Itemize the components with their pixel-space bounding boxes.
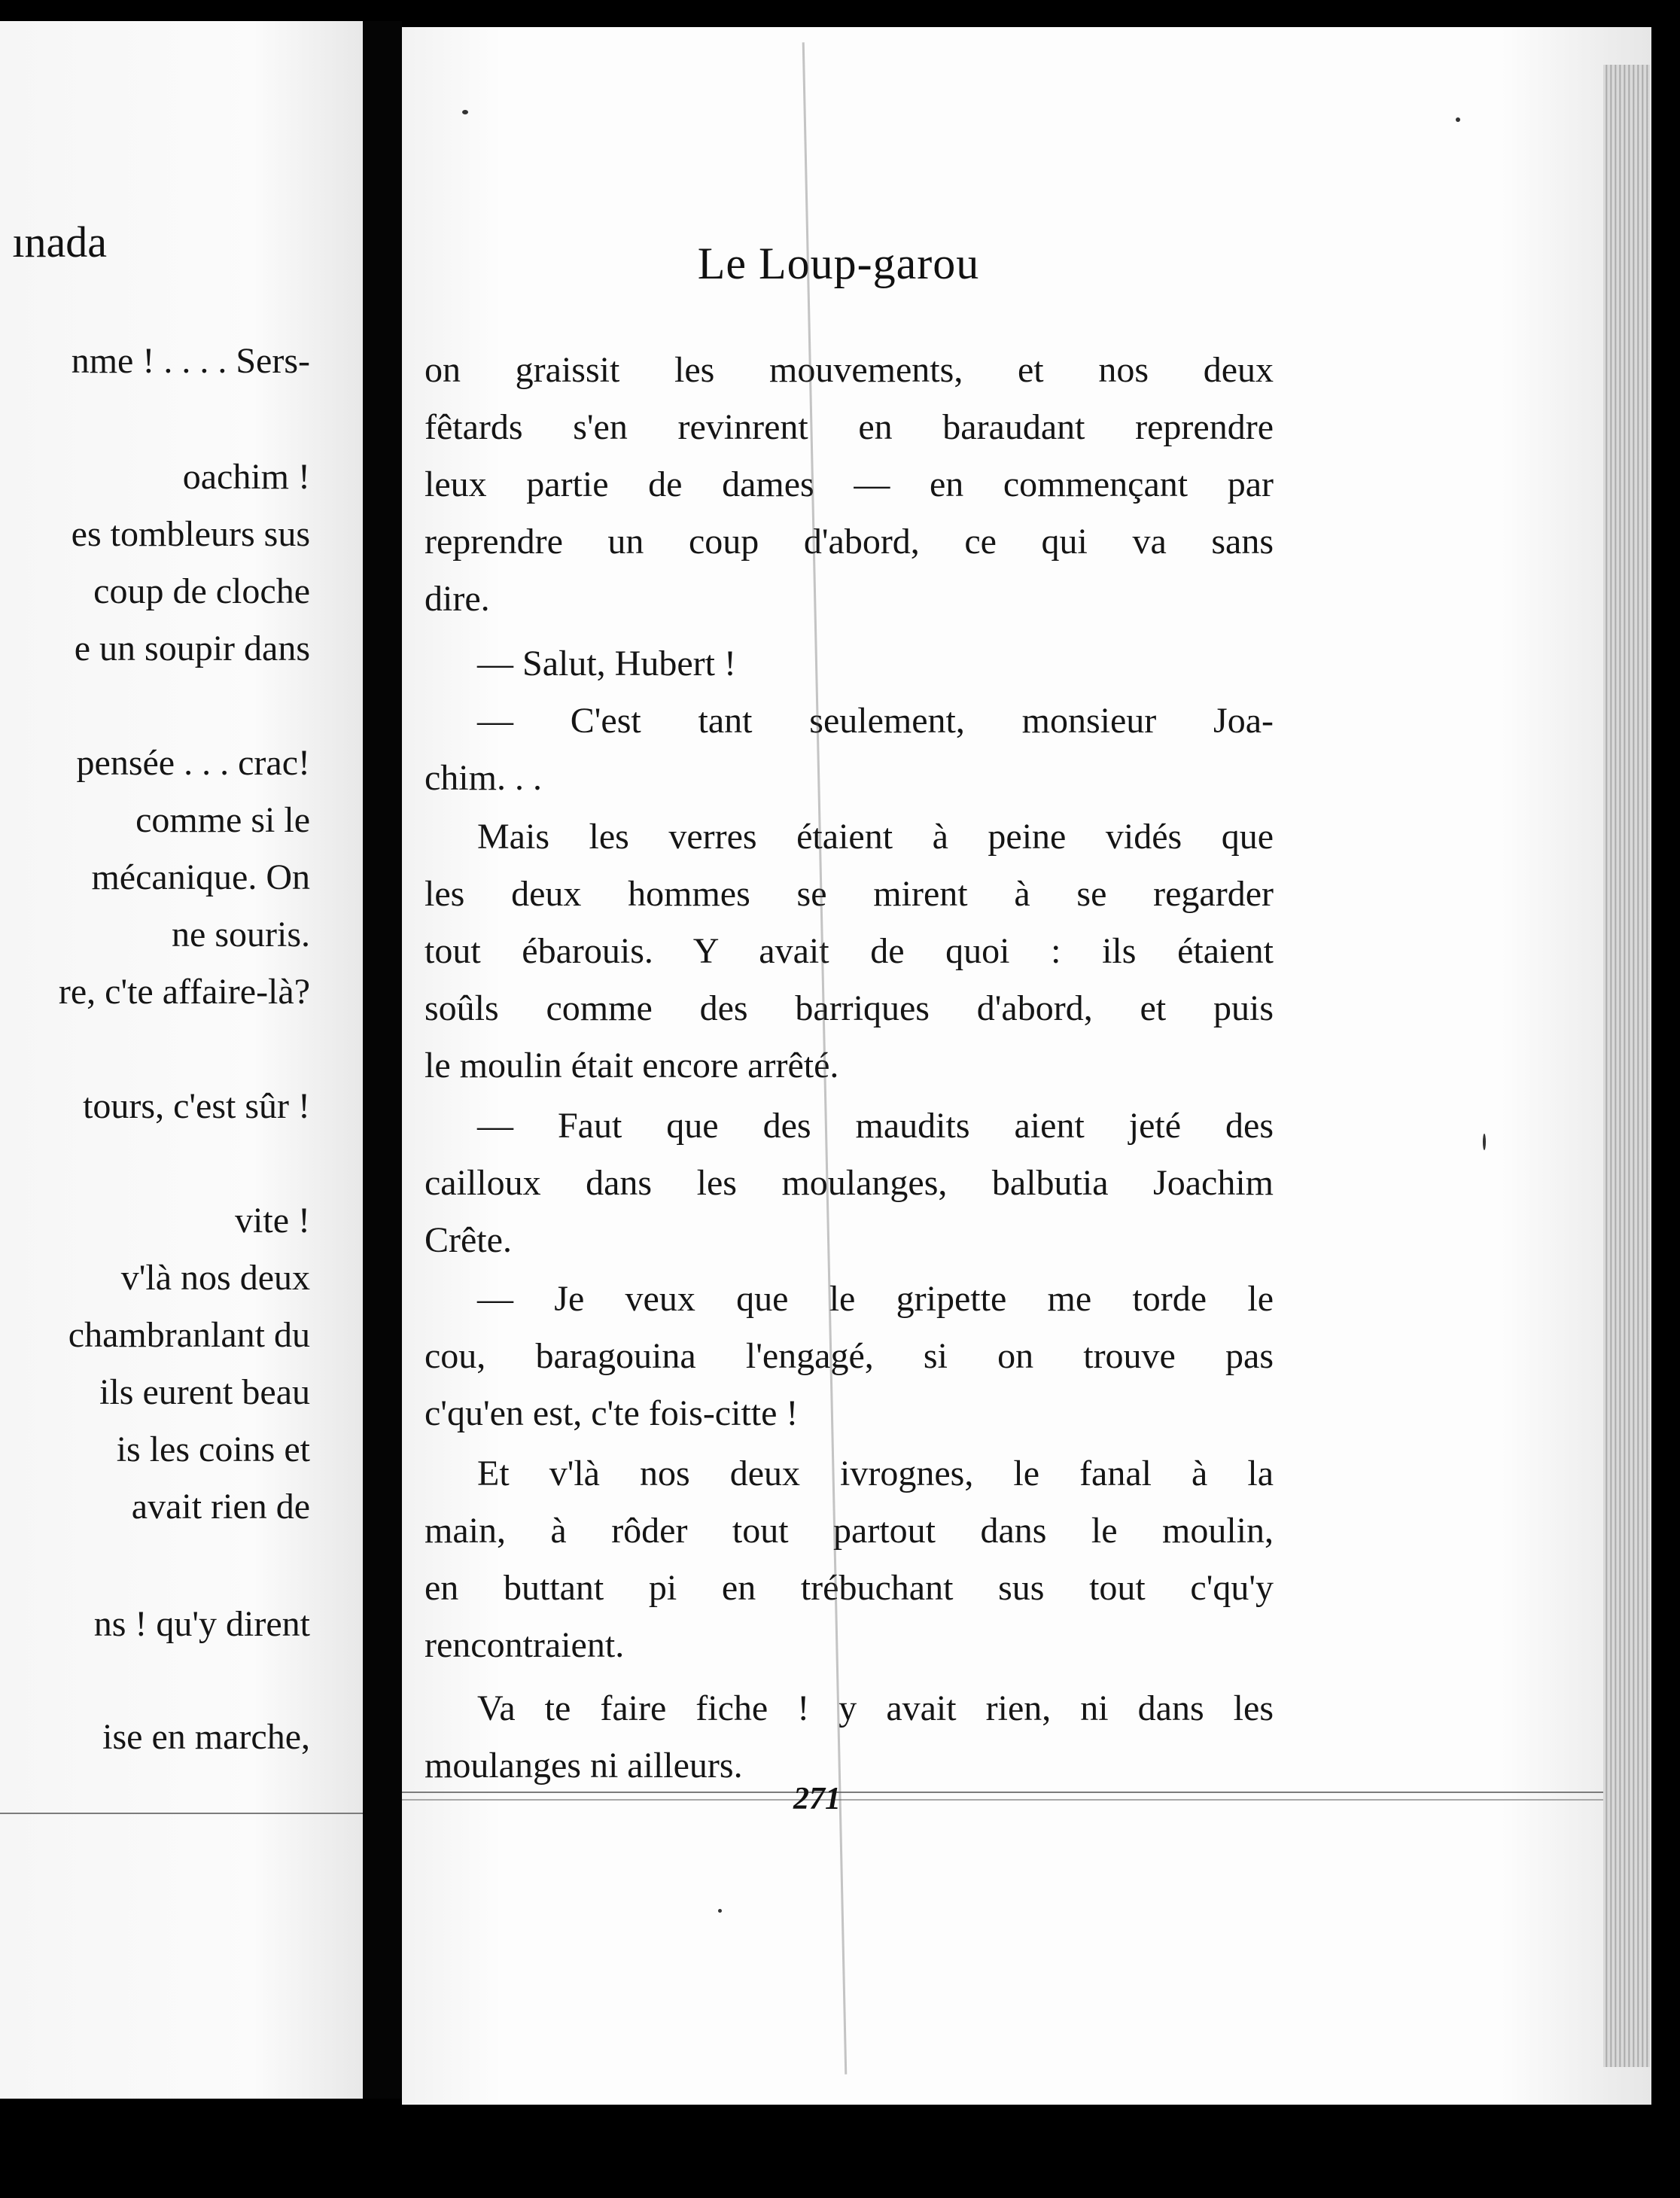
text-line: on graissit les mouvements, et nos deux	[425, 350, 1274, 390]
left-line: pensée . . . crac!	[76, 743, 310, 783]
text-line: fêtards s'en revinrent en baraudant reprendre	[425, 407, 1274, 447]
left-line: v'là nos deux	[120, 1258, 310, 1298]
left-line: is les coins et	[116, 1429, 310, 1469]
paper-speck	[462, 110, 468, 114]
left-page	[0, 21, 363, 2099]
text-line: Crête.	[425, 1220, 512, 1260]
text-line: en buttant pi en trébuchant sus tout c'qu'y	[425, 1568, 1274, 1608]
text-line: — C'est tant seulement, monsieur Joa-	[477, 701, 1274, 741]
paper-speck	[1456, 117, 1460, 122]
left-line: chambranlant du	[68, 1315, 310, 1355]
text-line: reprendre un coup d'abord, ce qui va sans	[425, 522, 1274, 562]
running-head: Le Loup-garou	[697, 239, 980, 288]
book-gutter	[363, 21, 402, 2099]
text-line: rencontraient.	[425, 1625, 625, 1665]
left-line: tours, c'est sûr !	[83, 1086, 310, 1126]
left-line: e un soupir dans	[74, 629, 310, 668]
left-line: coup de cloche	[93, 571, 310, 611]
paper-speck	[718, 1909, 722, 1913]
text-line: — Faut que des maudits aient jeté des	[477, 1106, 1274, 1146]
text-line: le moulin était encore arrêté.	[425, 1046, 839, 1085]
text-line: les deux hommes se mirent à se regarder	[425, 874, 1274, 914]
left-line: oachim !	[182, 457, 310, 497]
left-line: nme ! . . . . Sers-	[71, 341, 310, 381]
text-line: main, à rôder tout partout dans le moulin,	[425, 1511, 1274, 1551]
page-number: 271	[793, 1782, 841, 1816]
left-line: vite !	[235, 1201, 310, 1241]
text-line: Va te faire fiche ! y avait rien, ni dans les	[477, 1688, 1274, 1728]
bottom-rule-secondary	[402, 1799, 1603, 1801]
text-line: cailloux dans les moulanges, balbutia Joachim	[425, 1163, 1274, 1203]
text-line: — Je veux que le gripette me torde le	[477, 1279, 1274, 1319]
text-line: Mais les verres étaient à peine vidés que	[477, 817, 1274, 857]
text-line: — Salut, Hubert !	[477, 644, 736, 683]
left-line: ns ! qu'y dirent	[93, 1604, 310, 1644]
text-line: tout ébarouis. Y avait de quoi : ils étaient	[425, 931, 1274, 971]
text-line: cou, baragouina l'engagé, si on trouve pas	[425, 1336, 1274, 1376]
text-line: chim. . .	[425, 758, 542, 798]
left-line: es tombleurs sus	[71, 514, 310, 554]
paper-speck	[1483, 1134, 1486, 1150]
left-running-head: ınada	[12, 218, 107, 266]
left-line: avait rien de	[131, 1487, 310, 1527]
text-line: Et v'là nos deux ivrognes, le fanal à la	[477, 1454, 1274, 1493]
right-page	[402, 27, 1651, 2105]
left-line: comme si le	[135, 800, 310, 840]
left-line: mécanique. On	[91, 857, 310, 897]
text-line: soûls comme des barriques d'abord, et puis	[425, 988, 1274, 1028]
left-line: re, c'te affaire-là?	[58, 972, 310, 1012]
left-line: ils eurent beau	[99, 1372, 310, 1412]
left-bottom-rule	[0, 1813, 363, 1814]
text-line: leux partie de dames — en commençant par	[425, 464, 1274, 504]
text-line: dire.	[425, 579, 490, 619]
left-line: ise en marche,	[102, 1717, 310, 1757]
page-edges	[1603, 65, 1650, 2067]
text-line: c'qu'en est, c'te fois-citte !	[425, 1393, 799, 1433]
left-line: ne souris.	[172, 915, 310, 954]
bottom-rule	[402, 1792, 1603, 1793]
text-line: moulanges ni ailleurs.	[425, 1746, 743, 1785]
